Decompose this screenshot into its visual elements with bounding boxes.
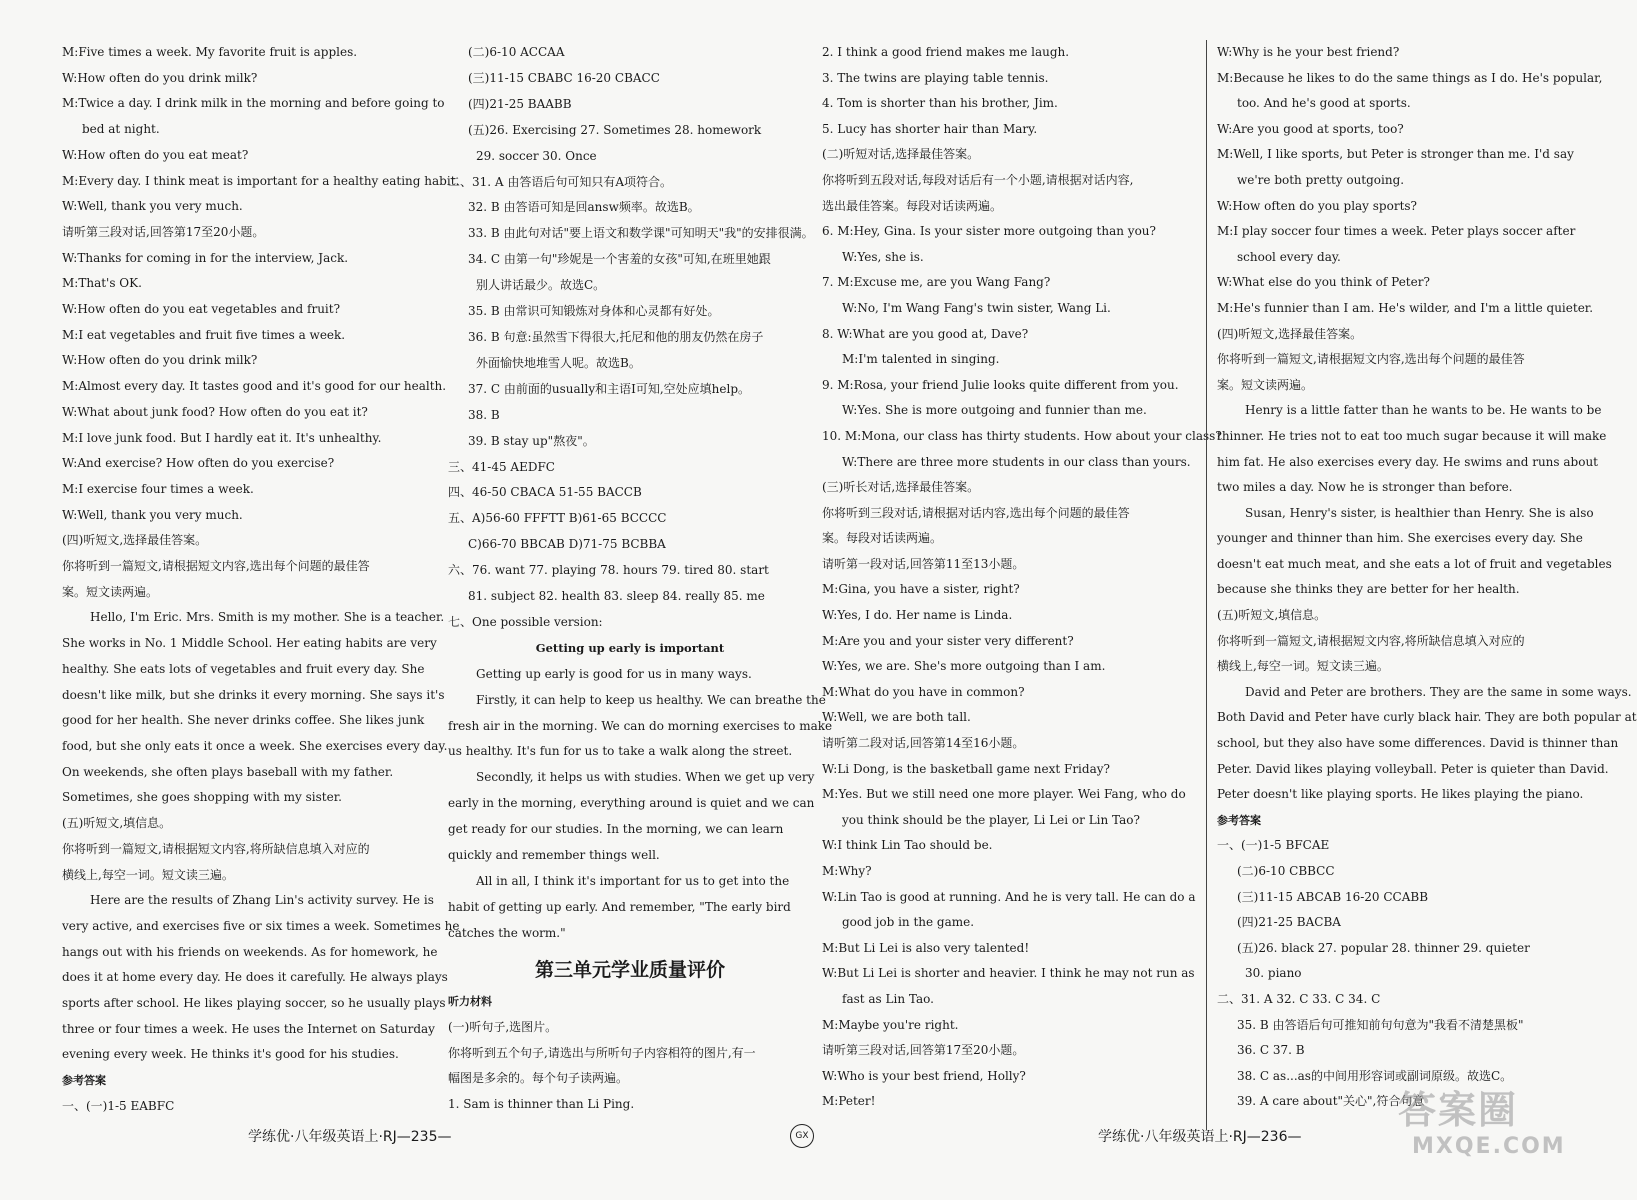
text-line: you think should be the player, Li Lei or Lin Tao? <box>842 812 1140 827</box>
text-line: M:I play soccer four times a week. Peter plays soccer after <box>1217 224 1576 239</box>
text-line: 请听第三段对话,回答第17至20小题。 <box>62 224 265 239</box>
text-line: She works in No. 1 Middle School. Her eating habits are very <box>62 636 437 651</box>
center-seal-icon: GX <box>790 1124 814 1148</box>
text-line: Sometimes, she goes shopping with my sister. <box>62 790 342 805</box>
text-line: W:No, I'm Wang Fang's twin sister, Wang Li. <box>842 300 1111 315</box>
text-line: 39. A care about"关心",符合句意 <box>1237 1094 1425 1109</box>
text-line: 参考答案 <box>1217 813 1261 827</box>
text-line: very active, and exercises five or six times a week. Sometimes he <box>62 918 460 933</box>
text-line: M:Almost every day. It tastes good and it's good for our health. <box>62 379 447 394</box>
text-line: M:I exercise four times a week. <box>62 481 254 496</box>
text-line: 请听第一段对话,回答第11至13小题。 <box>822 556 1025 571</box>
section-title: 第三单元学业质量评价 <box>534 958 725 981</box>
column-3 <box>822 40 1222 1115</box>
text-line: (二)6-10 ACCAA <box>468 45 565 59</box>
text-line: On weekends, she often plays baseball with my father. <box>62 764 394 779</box>
text-line: 二、31. A 32. C 33. C 34. C <box>1217 991 1381 1006</box>
text-line: 请听第三段对话,回答第17至20小题。 <box>822 1043 1025 1058</box>
text-line: W:Why is he your best friend? <box>1217 45 1400 59</box>
text-line: 请听第二段对话,回答第14至16小题。 <box>822 736 1025 751</box>
text-line: hangs out with his friends on weekends. As for homework, he <box>62 944 438 959</box>
text-line: Peter. David likes playing volleyball. Peter is quieter than David. <box>1217 761 1609 776</box>
text-line: M:Are you and your sister very different? <box>822 633 1074 648</box>
text-line: M:What do you have in common? <box>822 684 1025 699</box>
text-line: two miles a day. Now he is stronger than before. <box>1217 480 1513 495</box>
text-line: 七、One possible version: <box>448 614 603 629</box>
text-line: 横线上,每空一词。短文读三遍。 <box>1217 659 1389 674</box>
text-line: evening every week. He thinks it's good for his studies. <box>62 1047 399 1062</box>
text-line: 你将听到一篇短文,请根据短文内容,选出每个问题的最佳答 <box>62 559 370 574</box>
text-line: sports after school. He likes playing soccer, so he usually plays <box>62 996 446 1011</box>
text-line: W:Well, thank you very much. <box>62 507 243 522</box>
text-line: Secondly, it helps us with studies. When we get up very <box>476 770 815 785</box>
text-line: Here are the results of Zhang Lin's activity survey. He is <box>90 893 434 908</box>
text-line: W:Yes, I do. Her name is Linda. <box>822 608 1013 623</box>
text-line: W:What else do you think of Peter? <box>1217 275 1430 290</box>
text-line: does it at home every day. He does it carefully. He always plays <box>62 970 448 985</box>
text-line: W:Li Dong, is the basketball game next Friday? <box>822 761 1110 776</box>
text-line: habit of getting up early. And remember, "The early bird <box>448 899 791 914</box>
text-line: M:Because he likes to do the same things as I do. He's popular, <box>1217 70 1603 85</box>
text-line: W:Well, thank you very much. <box>62 199 243 214</box>
text-line: David and Peter are brothers. They are the same in some ways. <box>1245 684 1632 699</box>
column-2 <box>448 40 833 1118</box>
text-line: 36. C 37. B <box>1237 1043 1305 1058</box>
text-line: three or four times a week. He uses the Internet on Saturday <box>62 1021 435 1036</box>
text-line: get ready for our studies. In the morning, we can learn <box>448 822 784 837</box>
text-line: doesn't like milk, but she drinks it every morning. She says it's <box>62 687 445 702</box>
text-line: fresh air in the morning. We can do morning exercises to make <box>448 718 833 733</box>
text-line: 38. C as...as的中间用形容词或副词原级。故选C。 <box>1237 1068 1513 1083</box>
text-line: W:What about junk food? How often do you eat it? <box>62 404 368 419</box>
text-line: (四)21-25 BACBA <box>1237 915 1341 930</box>
text-line: 36. B 句意:虽然雪下得很大,托尼和他的朋友仍然在房子 <box>468 329 764 344</box>
text-line: school, but they also have some differences. David is thinner than <box>1217 736 1619 751</box>
text-line: 4. Tom is shorter than his brother, Jim. <box>822 96 1058 111</box>
text-line: early in the morning, everything around is quiet and we can <box>448 796 815 811</box>
text-line: 你将听到一篇短文,请根据短文内容,将所缺信息填入对应的 <box>1217 633 1525 648</box>
text-line: M:But Li Lei is also very talented! <box>822 940 1030 955</box>
text-line: M:Peter! <box>822 1094 876 1109</box>
text-line: 三、41-45 AEDFC <box>448 459 555 474</box>
text-line: M:Twice a day. I drink milk in the morning and before going to <box>62 96 445 111</box>
text-line: (二)6-10 CBBCC <box>1237 864 1335 878</box>
column-1 <box>62 40 460 1120</box>
text-line: 39. B stay up"熬夜"。 <box>468 433 595 448</box>
text-line: 幅图是多余的。每个句子读两遍。 <box>448 1071 629 1086</box>
text-line: us healthy. It's fun for us to take a walk along the street. <box>448 744 793 759</box>
text-line: 32. B 由答语可知是回answ频率。故选B。 <box>468 200 700 215</box>
text-line: (二)听短对话,选择最佳答案。 <box>822 147 980 162</box>
text-line: Firstly, it can help to keep us healthy. We can breathe the <box>476 692 826 707</box>
text-line: school every day. <box>1237 249 1341 264</box>
text-line: 10. M:Mona, our class has thirty students. How about your class? <box>822 428 1222 443</box>
text-line: catches the worm." <box>448 925 566 940</box>
text-line: food, but she only eats it once a week. She exercises every day. <box>62 738 448 753</box>
text-line: W:How often do you drink milk? <box>62 353 258 368</box>
text-line: W:How often do you eat meat? <box>62 147 249 162</box>
text-line: W:Thanks for coming in for the interview, Jack. <box>62 250 349 265</box>
text-line: Both David and Peter have curly black hair. They are both popular at <box>1217 710 1637 725</box>
text-line: W:How often do you eat vegetables and fruit? <box>62 302 341 317</box>
text-line: 3. The twins are playing table tennis. <box>822 70 1049 85</box>
text-line: (五)26. Exercising 27. Sometimes 28. homework <box>468 122 762 137</box>
text-line: 五、A)56-60 FFFTT B)61-65 BCCCC <box>448 511 667 526</box>
text-line: 8. W:What are you good at, Dave? <box>822 326 1029 341</box>
text-line: thinner. He tries not to eat too much sugar because it will make <box>1217 428 1607 443</box>
text-line: (四)21-25 BAABB <box>468 96 572 111</box>
text-line: 横线上,每空一词。短文读三遍。 <box>62 867 234 882</box>
text-line: (三)11-15 ABCAB 16-20 CCABB <box>1237 889 1429 904</box>
text-line: 四、46-50 CBACA 51-55 BACCB <box>448 485 642 500</box>
listening-material <box>448 989 812 1119</box>
text-line: 六、76. want 77. playing 78. hours 79. tired 80. start <box>448 563 769 578</box>
text-line: younger and thinner than him. She exercises every day. She <box>1217 531 1583 546</box>
text-line: Susan, Henry's sister, is healthier than Henry. She is also <box>1245 505 1594 520</box>
text-line: 5. Lucy has shorter hair than Mary. <box>822 121 1038 136</box>
text-line: 6. M:Hey, Gina. Is your sister more outgoing than you? <box>822 224 1156 239</box>
text-line: (五)听短文,填信息。 <box>62 816 172 831</box>
text-line: M:Why? <box>822 864 872 878</box>
text-line: W:And exercise? How often do you exercise? <box>62 456 335 471</box>
text-line: W:Lin Tao is good at running. And he is very tall. He can do a <box>822 889 1196 904</box>
text-line: (四)听短文,选择最佳答案。 <box>1217 326 1363 341</box>
column-2-answers <box>448 40 812 636</box>
text-line: 35. B 由常识可知锻炼对身体和心灵都有好处。 <box>468 304 720 319</box>
text-line: him fat. He also exercises every day. He swims and runs about <box>1217 454 1598 469</box>
text-line: 35. B 由答语后句可推知前句句意为"我看不清楚黑板" <box>1237 1017 1524 1032</box>
text-line: 一、(一)1-5 BFCAE <box>1217 838 1330 853</box>
text-line: M:Maybe you're right. <box>822 1017 959 1032</box>
text-line: W:Yes, she is. <box>842 249 924 264</box>
text-line: (三)11-15 CBABC 16-20 CBACC <box>468 70 660 85</box>
page-footer-left: 学练优·八年级英语上·RJ—235— <box>248 1129 452 1145</box>
text-line: 29. soccer 30. Once <box>476 148 597 163</box>
watermark-logo-text: 答案圈 <box>1398 1088 1519 1132</box>
text-line: M:Well, I like sports, but Peter is stronger than me. I'd say <box>1217 147 1574 162</box>
text-line: M:That's OK. <box>62 276 142 291</box>
text-line: W:Yes, we are. She's more outgoing than I am. <box>822 659 1106 674</box>
column-4 <box>1206 40 1637 1130</box>
text-line: 33. B 由此句对话"要上语文和数学课"可知明天"我"的安排很满。 <box>468 226 814 241</box>
text-line: W:I think Lin Tao should be. <box>822 838 993 853</box>
text-line: 7. M:Excuse me, are you Wang Fang? <box>822 275 1051 290</box>
text-line: W:There are three more students in our class than yours. <box>842 454 1191 469</box>
text-line: M:He's funnier than I am. He's wilder, and I'm a little quieter. <box>1217 300 1594 315</box>
text-line: M:Yes. But we still need one more player. Wei Fang, who do <box>822 787 1186 802</box>
text-line: (一)听句子,选图片。 <box>448 1019 558 1034</box>
text-line: fast as Lin Tao. <box>842 991 934 1006</box>
text-line: good job in the game. <box>842 915 975 930</box>
text-line: M:I'm talented in singing. <box>842 352 1000 367</box>
text-line: 别人讲话最少。故选C。 <box>476 278 606 293</box>
text-line: 案。每段对话读两遍。 <box>822 531 943 546</box>
text-line: because she thinks they are better for her health. <box>1217 582 1520 597</box>
page-footer-right: 学练优·八年级英语上·RJ—236— <box>1098 1129 1302 1145</box>
text-line: Peter doesn't like playing sports. He likes playing the piano. <box>1217 787 1584 802</box>
text-line: M:Five times a week. My favorite fruit is apples. <box>62 45 358 59</box>
essay-title: Getting up early is important <box>535 640 725 655</box>
text-line: we're both pretty outgoing. <box>1237 172 1405 187</box>
text-line: W:How often do you play sports? <box>1217 198 1417 213</box>
text-line: 参考答案 <box>62 1074 106 1088</box>
watermark-url: MXQE.COM <box>1412 1134 1566 1159</box>
text-line: 30. piano <box>1245 966 1302 981</box>
essay-body <box>448 662 833 947</box>
text-line: 一、(一)1-5 EABFC <box>62 1098 175 1113</box>
text-line: Henry is a little fatter than he wants to be. He wants to be <box>1245 403 1602 418</box>
text-line: 34. C 由第一句"珍妮是一个害羞的女孩"可知,在班里她跟 <box>468 252 771 267</box>
text-line: (五)26. black 27. popular 28. thinner 29. quieter <box>1237 940 1530 955</box>
text-line: W:But Li Lei is shorter and heavier. I think he may not run as <box>822 966 1195 981</box>
text-line: 案。短文读两遍。 <box>1217 377 1314 392</box>
text-line: 你将听到五段对话,每段对话后有一个小题,请根据对话内容, <box>822 172 1134 187</box>
text-line: W:Yes. She is more outgoing and funnier than me. <box>842 403 1147 418</box>
text-line: 2. I think a good friend makes me laugh. <box>822 45 1070 59</box>
text-line: W:Well, we are both tall. <box>822 710 971 725</box>
text-line: 二、31. A 由答语后句可知只有A项符合。 <box>448 174 673 189</box>
text-line: 外面愉快地堆雪人呢。故选B。 <box>476 355 641 370</box>
text-line: W:Who is your best friend, Holly? <box>822 1068 1026 1083</box>
text-line: M:I eat vegetables and fruit five times a week. <box>62 327 346 342</box>
text-line: (五)听短文,填信息。 <box>1217 608 1327 623</box>
text-line: M:I love junk food. But I hardly eat it. It's unhealthy. <box>62 430 382 445</box>
text-line: too. And he's good at sports. <box>1237 96 1411 111</box>
text-line: Hello, I'm Eric. Mrs. Smith is my mother. She is a teacher. <box>90 610 445 625</box>
text-line: healthy. She eats lots of vegetables and fruit every day. She <box>62 661 425 676</box>
text-line: 37. C 由前面的usually和主语I可知,空处应填help。 <box>468 381 751 396</box>
text-line: C)66-70 BBCAB D)71-75 BCBBA <box>468 537 666 552</box>
text-line: W:Are you good at sports, too? <box>1217 121 1404 136</box>
text-line: (三)听长对话,选择最佳答案。 <box>822 480 980 495</box>
text-line: 你将听到一篇短文,请根据短文内容,选出每个问题的最佳答 <box>1217 352 1525 367</box>
text-line: 81. subject 82. health 83. sleep 84. really 85. me <box>468 589 765 604</box>
text-line: M:Every day. I think meat is important for a healthy eating habit. <box>62 173 460 188</box>
text-line: 你将听到一篇短文,请根据短文内容,将所缺信息填入对应的 <box>62 841 370 856</box>
text-line: 听力材料 <box>448 994 492 1008</box>
text-line: W:How often do you drink milk? <box>62 70 258 85</box>
text-line: good for her health. She never drinks coffee. She likes junk <box>62 713 425 728</box>
text-line: 你将听到三段对话,请根据对话内容,选出每个问题的最佳答 <box>822 505 1130 520</box>
text-line: bed at night. <box>82 122 160 137</box>
text-line: 选出最佳答案。每段对话读两遍。 <box>822 198 1003 213</box>
text-line: 案。短文读两遍。 <box>62 584 159 599</box>
text-line: doesn't eat much meat, and she eats a lot of fruit and vegetables <box>1217 556 1612 571</box>
text-line: 1. Sam is thinner than Li Ping. <box>448 1097 635 1112</box>
text-line: All in all, I think it's important for us to get into the <box>476 874 790 888</box>
text-line: (四)听短文,选择最佳答案。 <box>62 533 208 548</box>
text-line: quickly and remember things well. <box>448 848 660 863</box>
text-line: 38. B <box>468 407 500 422</box>
text-line: 9. M:Rosa, your friend Julie looks quite different from you. <box>822 377 1179 392</box>
watermark-logo <box>1398 1088 1578 1172</box>
text-line: M:Gina, you have a sister, right? <box>822 582 1020 597</box>
text-line: Getting up early is good for us in many ways. <box>476 666 752 681</box>
text-line: 你将听到五个句子,请选出与所听句子内容相符的图片,有一 <box>448 1045 756 1060</box>
